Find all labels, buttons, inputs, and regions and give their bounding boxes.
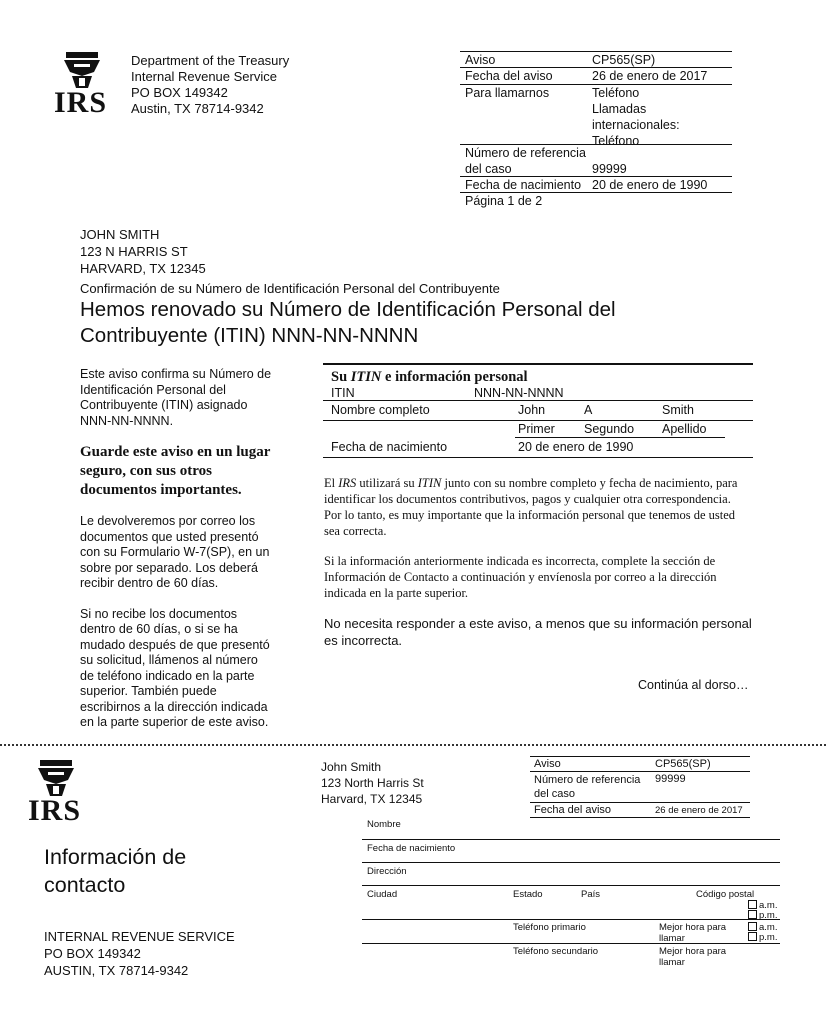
field-city-label: Ciudad <box>367 889 398 900</box>
checkbox-icon <box>748 910 757 919</box>
itin-value: NNN-NN-NNNN <box>474 386 564 400</box>
itin-label: ITIN <box>331 386 355 400</box>
field-best-time-label <box>659 922 726 944</box>
notice-fecha-value: 26 de enero de 2017 <box>592 69 708 83</box>
text-line: con su Formulario W-7(SP), en un <box>80 545 270 559</box>
text-line: mudado después de que presentó <box>80 637 270 652</box>
notice-aviso-value: CP565(SP) <box>592 53 656 67</box>
last-name-caption: Apellido <box>662 422 707 436</box>
agency-line: Department of the Treasury <box>131 53 290 68</box>
eagle-icon <box>60 50 104 90</box>
field-best-time-label <box>659 946 726 968</box>
body-paragraph-2 <box>324 553 717 601</box>
text-line: superior. También puede <box>80 684 217 698</box>
field-zip-label: Código postal <box>696 889 755 900</box>
stub-aviso-value: CP565(SP) <box>655 758 711 770</box>
notice-aviso-label: Aviso <box>465 53 496 67</box>
agency-line: Internal Revenue Service <box>131 69 277 84</box>
field-address-input[interactable] <box>362 885 780 886</box>
notice-ref-value: 99999 <box>592 162 627 176</box>
field-country-label: País <box>581 889 601 900</box>
heading-text: Su <box>331 369 351 385</box>
field-city-input[interactable] <box>362 919 780 920</box>
text-line: Por lo tanto, es muy importante que la información personal que tenemos de usted <box>324 508 736 522</box>
text-line: identificar los documentos contributivos, pagos y cualquier otra correspondencia. <box>324 492 731 506</box>
irs-logo-text: IRS <box>54 86 108 119</box>
address-line: John Smith <box>321 760 382 774</box>
field-address-label: Dirección <box>367 866 407 877</box>
pm-label: p.m. <box>759 932 778 943</box>
text-line: Información de Contacto a continuación y envíenosla por correo a la dirección <box>324 570 717 584</box>
text-line: Identificación Personal del <box>80 382 226 397</box>
checkbox-icon <box>748 932 757 941</box>
field-phone1-label: Teléfono primario <box>513 922 586 933</box>
stub-ref-label <box>534 773 640 801</box>
stub-title <box>44 843 186 899</box>
recipient-address <box>80 226 206 277</box>
body-paragraph-1 <box>324 475 737 539</box>
stub-irs-address <box>44 928 235 979</box>
text-line: su solicitud, llámenos al número <box>80 653 258 667</box>
text-span: El <box>324 476 339 490</box>
notice-llamar-value: Llamadas <box>592 102 647 116</box>
stub-ref-label-line: del caso <box>534 788 575 800</box>
text-line: en la parte superior de este aviso. <box>80 715 269 729</box>
intro-paragraph <box>80 367 300 429</box>
label-line: Mejor hora para <box>659 946 727 957</box>
text-span: junto con su nombre completo y fecha de nacimiento, para <box>441 476 738 490</box>
checkbox-icon <box>748 922 757 931</box>
text-line: es incorrecta. <box>324 633 403 648</box>
notice-llamar-values <box>592 85 680 149</box>
rule <box>530 756 750 757</box>
notice-nac-label: Fecha de nacimiento <box>465 178 582 192</box>
text-line: documentos que usted presentó <box>80 529 259 544</box>
page-subtitle: Confirmación de su Número de Identificación Personal del Contribuyente <box>80 281 500 296</box>
text-span: ITIN <box>417 476 442 490</box>
text-line: Este aviso confirma su Número de <box>80 367 272 381</box>
recipient-line: 123 N HARRIS ST <box>80 244 188 259</box>
text-line: recibir dentro de 60 días. <box>80 576 219 590</box>
keep-notice-bold <box>80 443 300 500</box>
pm-label: p.m. <box>759 910 778 921</box>
first-name: John <box>518 403 546 417</box>
left-column <box>80 367 300 731</box>
middle-name-caption: Segundo <box>584 422 635 436</box>
stub-ref-value: 99999 <box>655 773 686 785</box>
stub-fecha-value: 26 de enero de 2017 <box>655 805 743 816</box>
irs-logo <box>28 758 90 828</box>
recipient-line: HARVARD, TX 12345 <box>80 261 206 276</box>
address-line: AUSTIN, TX 78714-9342 <box>44 963 189 978</box>
text-line: seguro, con sus otros <box>80 463 212 479</box>
pm-option[interactable] <box>748 932 777 943</box>
field-phone1-input[interactable] <box>362 943 780 944</box>
page-title-line: Contribuyente (ITIN) NNN-NN-NNNN <box>80 324 419 347</box>
address-line: PO BOX 149342 <box>44 946 141 961</box>
body-paragraph-3 <box>324 615 752 649</box>
agency-line: Austin, TX 78714-9342 <box>131 101 264 116</box>
notice-llamar-value: internacionales: <box>592 118 680 132</box>
address-line: INTERNAL REVENUE SERVICE <box>44 929 235 944</box>
label-line: Mejor hora para <box>659 922 727 933</box>
address-line: 123 North Harris St <box>321 776 424 790</box>
checkbox-icon <box>748 900 757 909</box>
field-name-label: Nombre <box>367 819 401 830</box>
notice-ref-label <box>465 145 586 177</box>
recipient-line: JOHN SMITH <box>80 227 160 242</box>
stub-aviso-label: Aviso <box>534 758 561 770</box>
itin-table-heading <box>331 369 528 386</box>
tear-line <box>0 744 826 746</box>
eagle-icon <box>34 758 78 798</box>
field-birthdate-input[interactable] <box>362 862 780 863</box>
rule <box>323 400 753 401</box>
rule <box>530 802 750 803</box>
contact-paragraph <box>80 607 300 731</box>
text-span: IRS <box>338 476 357 490</box>
text-line: indicada en la parte superior. <box>324 586 469 600</box>
rule <box>323 363 753 365</box>
text-line: de teléfono indicado en la parte <box>80 668 255 683</box>
label-line: llamar <box>659 933 685 944</box>
text-line: documentos importantes. <box>80 482 242 498</box>
stub-taxpayer-address <box>321 759 424 807</box>
field-name-input[interactable] <box>362 839 780 840</box>
notice-llamar-value: Teléfono <box>592 134 640 148</box>
text-line: sea correcta. <box>324 524 387 538</box>
birthdate-value: 20 de enero de 1990 <box>518 440 634 454</box>
text-line: Le devolveremos por correo los <box>80 514 256 528</box>
first-name-caption: Primer <box>518 422 555 436</box>
text-line: Si la información anteriormente indicada es incorrecta, complete la sección de <box>324 554 716 568</box>
heading-text: e información personal <box>381 369 528 385</box>
text-line: Contribuyente (ITIN) asignado <box>80 398 248 412</box>
text-line <box>324 475 737 491</box>
continued-note: Continúa al dorso… <box>638 678 749 692</box>
text-line: Guarde este aviso en un lugar <box>80 444 271 460</box>
stub-fecha-label: Fecha del aviso <box>534 804 612 816</box>
text-line: dentro de 60 días, o si se ha <box>80 622 238 636</box>
am-label: a.m. <box>759 900 778 911</box>
field-state-label: Estado <box>513 889 543 900</box>
text-line: NNN-NN-NNNN. <box>80 413 174 428</box>
middle-initial: A <box>584 403 593 417</box>
notice-ref-label-line: Número de referencia <box>465 146 586 160</box>
notice-page: Página 1 de 2 <box>465 194 543 208</box>
rule <box>323 457 753 458</box>
stub-title-line: Información de <box>44 845 187 869</box>
field-phone2-label: Teléfono secundario <box>513 946 599 957</box>
stub-ref-label-line: Número de referencia <box>534 774 641 786</box>
am-label: a.m. <box>759 922 778 933</box>
text-line: sobre por separado. Los deberá <box>80 560 258 575</box>
page-title-line: Hemos renovado su Número de Identificación Personal del <box>80 298 616 321</box>
text-line: Si no recibe los documentos <box>80 606 238 621</box>
notice-llamar-value: Teléfono <box>592 86 640 100</box>
text-span: utilizará su <box>356 476 418 490</box>
page-title <box>80 297 616 349</box>
rule <box>530 771 750 772</box>
text-line: escribirnos a la dirección indicada <box>80 699 268 714</box>
return-docs-paragraph <box>80 514 300 592</box>
nombre-label: Nombre completo <box>331 403 430 417</box>
stub-title-line: contacto <box>44 873 126 897</box>
address-line: Harvard, TX 12345 <box>321 792 423 806</box>
rule <box>530 817 750 818</box>
agency-address <box>131 53 289 117</box>
notice-llamar-label: Para llamarnos <box>465 86 550 100</box>
text-line: No necesita responder a este aviso, a menos que su información personal <box>324 616 752 631</box>
notice-ref-label-line: del caso <box>465 162 512 176</box>
field-birthdate-label: Fecha de nacimiento <box>367 843 456 854</box>
birthdate-label: Fecha de nacimiento <box>331 440 448 454</box>
agency-line: PO BOX 149342 <box>131 85 228 100</box>
irs-logo-text: IRS <box>28 794 82 827</box>
notice-fecha-label: Fecha del aviso <box>465 69 553 83</box>
irs-logo <box>54 50 116 120</box>
label-line: llamar <box>659 957 685 968</box>
notice-nac-value: 20 de enero de 1990 <box>592 178 708 192</box>
rule <box>323 420 753 421</box>
last-name: Smith <box>662 403 694 417</box>
heading-text: ITIN <box>350 369 382 385</box>
rule <box>515 437 725 438</box>
